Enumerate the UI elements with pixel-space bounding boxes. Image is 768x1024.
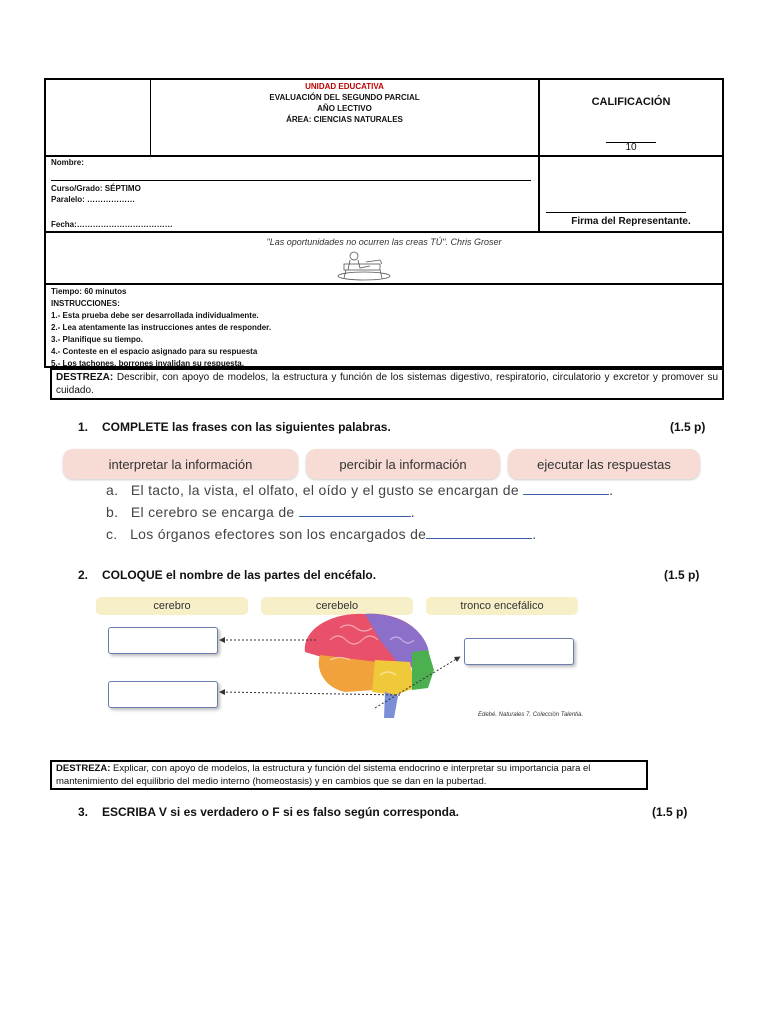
sentence-b: [106, 504, 415, 520]
name-label: Nombre:: [51, 158, 84, 167]
sentence-c: [106, 526, 536, 542]
sentence-letter: c.: [106, 526, 118, 542]
question-1-title: COMPLETE las frases con las siguientes palabras.: [102, 420, 391, 434]
question-3-number: 3.: [78, 805, 89, 819]
grade-label: CALIFICACIÓN: [591, 96, 671, 108]
exam-title: EVALUACIÓN DEL SEGUNDO PARCIAL: [269, 93, 420, 102]
date-label: Fecha:………………………………: [51, 220, 173, 229]
divider: [46, 155, 722, 157]
sentence-end: .: [532, 526, 537, 542]
brain-part-option: cerebro: [96, 597, 248, 615]
skill-box-1: [50, 368, 724, 400]
sentence-text: El cerebro se encarga de: [130, 504, 295, 520]
skill-box-2: [50, 760, 648, 790]
word-option: ejecutar las respuestas: [508, 449, 700, 479]
question-2-number: 2.: [78, 568, 89, 582]
brain-diagram: [0, 600, 768, 730]
instruction-item: 5.- Los tachones, borrones invalidan su respuesta.: [51, 359, 244, 368]
name-line[interactable]: [51, 180, 531, 181]
answer-blank[interactable]: [299, 516, 411, 517]
brain-icon: [305, 614, 434, 718]
divider: [46, 283, 722, 285]
instruction-item: 3.- Planifique su tiempo.: [51, 335, 144, 344]
skill-text: Explicar, con apoyo de modelos, la estructura y función del sistema endocrino e interpretar su importancia para el mantenimiento del equilibrio del medio interno (homeostasis) y en cambios que se dan en la pubertad.: [56, 763, 591, 787]
instructions-title: INSTRUCCIONES:: [51, 299, 120, 308]
grade-max: 10: [625, 142, 637, 153]
sentence-end: .: [410, 504, 415, 520]
brain-part-option: tronco encefálico: [426, 597, 578, 615]
school-name: UNIDAD EDUCATIVA: [305, 82, 384, 91]
section-label: Paralelo: ………………: [51, 195, 136, 204]
quote: "Las oportunidades no ocurren las creas TÚ". Chris Groser: [266, 237, 502, 247]
course-label: Curso/Grado: SÉPTIMO: [51, 184, 141, 193]
word-option: interpretar la información: [63, 449, 298, 479]
question-2-points: (1.5 p): [664, 568, 700, 582]
header-table: [44, 78, 724, 368]
student-desk-illustration: [336, 250, 392, 282]
question-1-points: (1.5 p): [670, 420, 706, 434]
time-label: Tiempo: 60 minutos: [51, 287, 127, 296]
word-option: percibir la información: [306, 449, 500, 479]
answer-blank[interactable]: [426, 538, 532, 539]
sentence-letter: b.: [106, 504, 119, 520]
instruction-item: 1.- Esta prueba debe ser desarrollada individualmente.: [51, 311, 259, 320]
signature-label: Firma del Representante.: [571, 216, 691, 227]
image-credit: Edebé. Naturales 7. Colección Talentia.: [478, 712, 584, 718]
skill-label: DESTREZA:: [56, 763, 111, 774]
answer-blank[interactable]: [523, 494, 609, 495]
sentence-text: El tacto, la vista, el olfato, el oído y el gusto se encargan de: [130, 482, 519, 498]
question-3-title: ESCRIBA V si es verdadero o F si es falso según corresponda.: [102, 805, 459, 819]
school-year: AÑO LECTIVO: [317, 104, 372, 113]
subject-area: ÁREA: CIENCIAS NATURALES: [286, 115, 403, 124]
question-2-title: COLOQUE el nombre de las partes del encéfalo.: [102, 568, 377, 582]
sentence-letter: a.: [106, 482, 119, 498]
question-1-number: 1.: [78, 420, 89, 434]
brain-part-option: cerebelo: [261, 597, 413, 615]
sentence-end: .: [609, 482, 614, 498]
sentence-text: Los órganos efectores son los encargados de: [130, 526, 427, 542]
signature-line[interactable]: [546, 212, 686, 213]
divider: [46, 231, 722, 233]
skill-text: Describir, con apoyo de modelos, la estructura y función de los sistemas digestivo, respiratorio, circulatorio y excretor y promover su cuidado.: [56, 372, 719, 396]
question-3-points: (1.5 p): [652, 805, 688, 819]
skill-label: DESTREZA:: [56, 372, 114, 383]
instruction-item: 4.- Conteste en el espacio asignado para su respuesta: [51, 347, 258, 356]
instruction-item: 2.- Lea atentamente las instrucciones antes de responder.: [51, 323, 272, 332]
sentence-a: [106, 482, 613, 498]
